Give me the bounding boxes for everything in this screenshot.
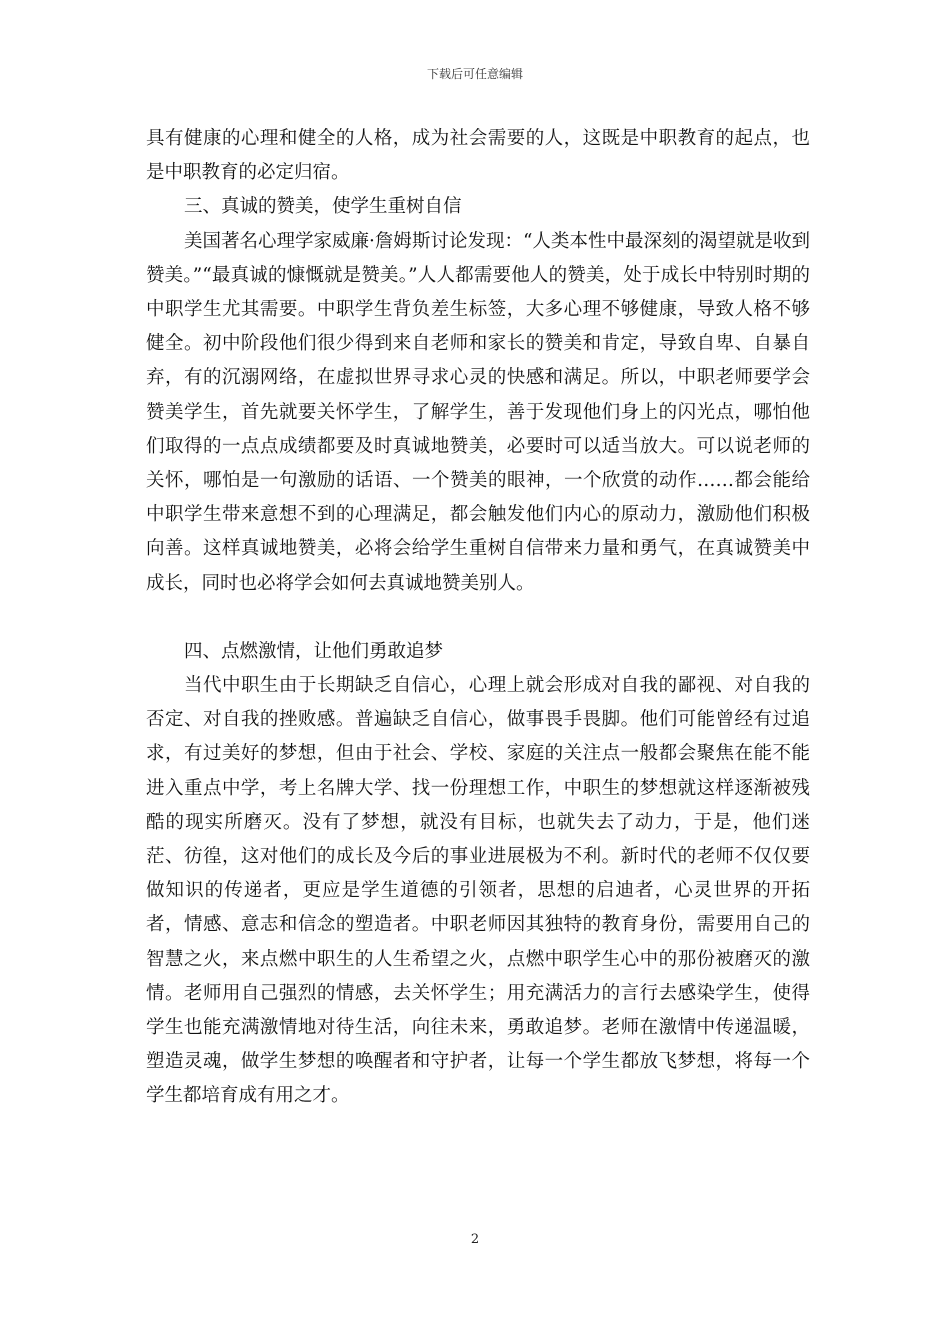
paragraph-section-4: 当代中职生由于长期缺乏自信心，心理上就会形成对自我的鄙视、对自我的否定、对自我的挫败感。普遍缺乏自信心，做事畏手畏脚。他们可能曾经有过追求，有过美好的梦想，但由于社会、学校、家庭的关注点一般都会聚焦在能不能进入重点中学，考上名牌大学、找一份理想工作，中职生的梦想就这样逐渐被残酷的现实所磨灭。没有了梦想，就没有目标，也就失去了动力，于是，他们迷茫、彷徨，这对他们的成长及今后的事业进展极为不利。新时代的老师不仅仅要做知识的传递者，更应是学生道德的引领者，思想的启迪者，心灵世界的开拓者，情感、意志和信念的塑造者。中职老师因其独特的教育身份，需要用自己的智慧之火，来点燃中职生的人生希望之火，点燃中职学生心中的那份被磨灭的激情。老师用自己强烈的情感，去关怀学生；用充满活力的言行去感染学生，使得学生也能充满激情地对待生活，向往未来，勇敢追梦。老师在激情中传递温暖，塑造灵魂，做学生梦想的唤醒者和守护者，让每一个学生都放飞梦想，将每一个学生都培育成有用之才。 xyxy=(146,675,810,1107)
paragraph-continued: 具有健康的心理和健全的人格，成为社会需要的人，这既是中职教育的起点，也是中职教育的必定归宿。 xyxy=(146,128,810,184)
page-number: 2 xyxy=(470,1232,480,1247)
document-body xyxy=(146,122,810,1114)
section-heading-3: 三、真诚的赞美，使学生重树自信 xyxy=(184,196,462,218)
paragraph-gap xyxy=(146,601,810,635)
section-heading-4: 四、点燃激情，让他们勇敢追梦 xyxy=(184,640,444,662)
page-header: 下载后可任意编辑 xyxy=(426,67,523,81)
paragraph-section-3: 美国著名心理学家威廉·詹姆斯讨论发现：“人类本性中最深刻的渴望就是收到赞美。”“最真诚的慷慨就是赞美。”人人都需要他人的赞美，处于成长中特别时期的中职学生尤其需要。中职学生背负差生标签，大多心理不够健康，导致人格不够健全。初中阶段他们很少得到来自老师和家长的赞美和肯定，导致自卑、自暴自弃，有的沉溺网络，在虚拟世界寻求心灵的快感和满足。所以，中职老师要学会赞美学生，首先就要关怀学生，了解学生，善于发现他们身上的闪光点，哪怕他们取得的一点点成绩都要及时真诚地赞美，必要时可以适当放大。可以说老师的关怀，哪怕是一句激励的话语、一个赞美的眼神，一个欣赏的动作……都会能给中职学生带来意想不到的心理满足，都会触发他们内心的原动力，激励他们积极向善。这样真诚地赞美，必将会给学生重树自信带来力量和勇气，在真诚赞美中成长，同时也必将学会如何去真诚地赞美别人。 xyxy=(146,230,810,594)
